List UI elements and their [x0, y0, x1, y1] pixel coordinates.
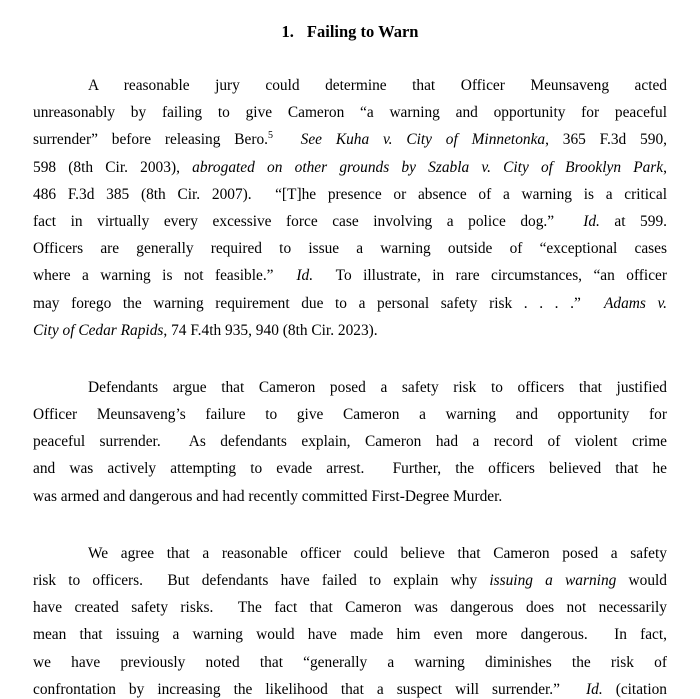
footnote-marker: 5 — [268, 130, 274, 142]
text-run: , 74 F.4th 935, 940 (8th Cir. 2023). — [163, 321, 378, 339]
text-run: We agree that a reasonable officer could believe that Cameron posed a safety — [88, 544, 667, 562]
document-body — [33, 72, 667, 699]
text-run: unreasonably by failing to give Cameron “a warning and opportunity for peaceful — [33, 104, 667, 122]
text-run: have created safety risks. The fact that Cameron was dangerous does not necessarily — [33, 599, 667, 617]
text-line — [33, 99, 667, 126]
text-run: confrontation by increasing the likelihood that a suspect will surrender.” — [33, 680, 587, 698]
text-run: Id. — [296, 267, 314, 285]
text-line — [33, 594, 667, 621]
text-run: Defendants argue that Cameron posed a safety risk to officers that justified — [88, 378, 667, 396]
text-run: Id. — [583, 212, 600, 230]
text-line — [33, 154, 667, 181]
text-line — [33, 455, 667, 482]
text-run: was armed and dangerous and had recently committed First-Degree Murder. — [33, 487, 503, 505]
text-run: abrogated on other grounds by Szabla v. City of Brooklyn Park — [192, 158, 664, 176]
text-run: issuing a warning — [489, 572, 617, 589]
text-run: (citation — [602, 680, 667, 698]
paragraph — [33, 72, 667, 344]
text-run: , — [663, 158, 667, 176]
text-run: Id. — [586, 680, 603, 698]
text-run: 598 (8th Cir. 2003), — [33, 158, 193, 176]
text-run: risk to officers. But defendants have failed to explain why — [33, 572, 490, 589]
paragraph — [33, 374, 667, 510]
text-run: where a warning is not feasible.” — [33, 267, 297, 285]
text-run: peaceful surrender. As defendants explain, Cameron had a record of violent crime — [33, 433, 667, 451]
text-run: mean that issuing a warning would have made him even more dangerous. In fact, — [33, 626, 667, 644]
text-line — [33, 649, 667, 676]
text-line — [33, 181, 667, 208]
text-run: Officer Meunsaveng’s failure to give Cameron a warning and opportunity for — [33, 406, 667, 424]
text-line — [33, 290, 667, 317]
text-run: City of Cedar Rapids — [33, 321, 164, 339]
text-run: fact in virtually every excessive force case involving a police dog.” — [33, 212, 584, 230]
text-run: at 599. — [599, 212, 667, 230]
text-line — [33, 208, 667, 235]
text-line — [33, 262, 667, 289]
text-run: would — [616, 572, 667, 589]
text-line — [33, 676, 667, 699]
text-run: , 365 F.3d 590, — [545, 131, 667, 149]
text-run: 486 F.3d 385 (8th Cir. 2007). “[T]he presence or absence of a warning is a critical — [33, 185, 667, 203]
text-run: To illustrate, in rare circumstances, “an officer — [313, 267, 667, 285]
text-run: See Kuha v. City of Minnetonka — [300, 131, 546, 149]
text-run: may forego the warning requirement due to a personal safety risk . . . .” — [33, 294, 604, 312]
text-run: surrender” before releasing Bero. — [33, 131, 269, 149]
text-line — [33, 401, 667, 428]
text-line — [33, 317, 667, 344]
text-line — [33, 374, 667, 401]
text-run: we have previously noted that “generally a warning diminishes the risk of — [33, 653, 667, 671]
text-run — [273, 131, 301, 148]
text-line — [33, 540, 667, 567]
text-run: Officers are generally required to issue a warning outside of “exceptional cases — [33, 240, 667, 258]
text-line — [33, 428, 667, 455]
section-title: Failing to Warn — [306, 22, 419, 41]
text-line — [33, 483, 667, 510]
text-line — [33, 126, 667, 153]
text-line — [33, 235, 667, 262]
text-run: and was actively attempting to evade arrest. Further, the officers believed that he — [33, 460, 667, 478]
text-run: A reasonable jury could determine that Officer Meunsaveng acted — [88, 77, 667, 94]
paragraph — [33, 540, 667, 699]
text-line — [33, 567, 667, 594]
text-line — [33, 72, 667, 99]
text-line — [33, 621, 667, 648]
section-number: 1. — [281, 22, 294, 41]
section-heading — [33, 0, 667, 43]
text-run: Adams v. — [603, 294, 667, 312]
